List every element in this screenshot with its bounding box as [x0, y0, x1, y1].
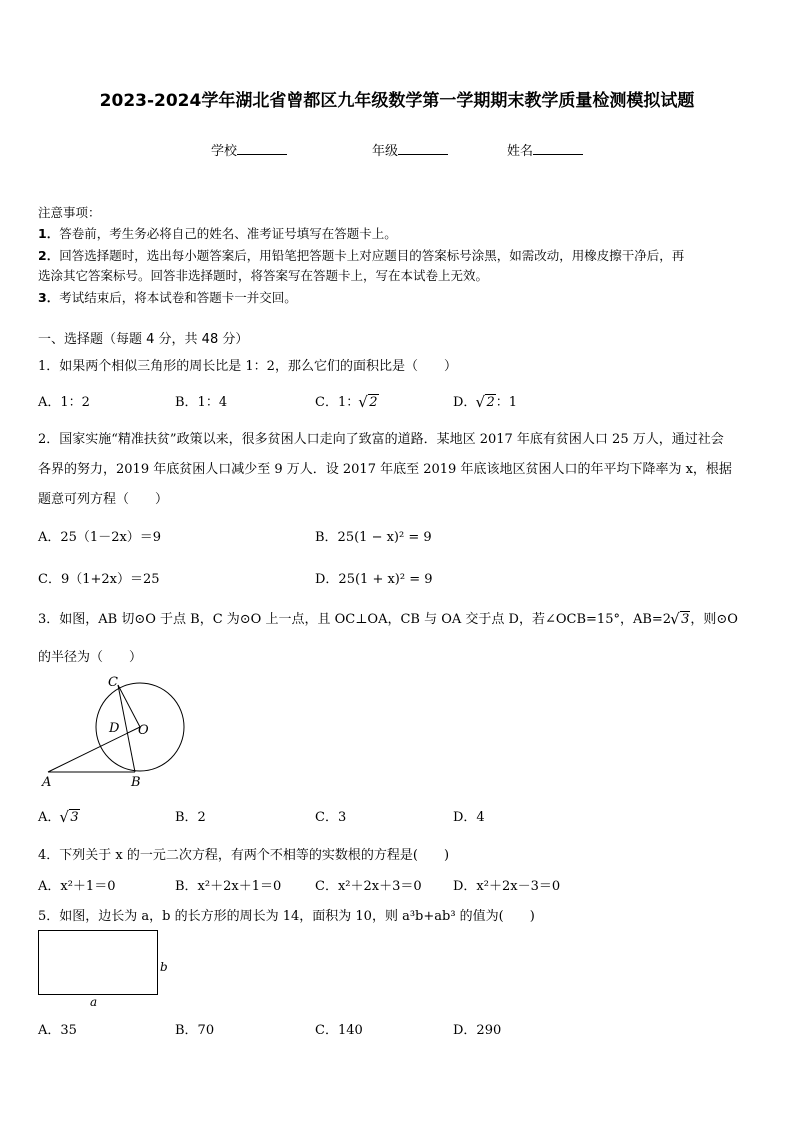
notice-item: 选涂其它答案标号。回答非选择题时，将答案写在答题卡上，写在本试卷上无效。: [38, 268, 489, 283]
q1-option-a[interactable]: A．1：2: [38, 395, 90, 410]
rectangle-figure: [34, 926, 174, 1011]
segment-ao: [48, 727, 140, 772]
school-blank: [237, 142, 287, 155]
question-4-stem: 4．下列关于 x 的一元二次方程，有两个不相等的实数根的方程是( ): [38, 848, 450, 863]
label-b: B: [131, 775, 141, 790]
name-field: [507, 140, 583, 159]
q1-option-c[interactable]: C．1：√ 2: [315, 391, 379, 410]
name-blank: [533, 142, 583, 155]
question-2-line: 各界的努力，2019 年底贫困人口减少至 9 万人．设 2017 年底至 2019 年底该地区贫困人口的年平均下降率为 x，根据: [38, 462, 732, 477]
grade-field: [372, 140, 448, 159]
label-side-b: b: [160, 960, 168, 974]
question-1-stem: 1．如果两个相似三角形的周长比是 1：2，那么它们的面积比是（ ）: [38, 359, 457, 374]
grade-blank: [398, 142, 448, 155]
school-field: [211, 140, 287, 159]
label-side-a: a: [90, 995, 98, 1009]
section-title: 一、选择题（每题 4 分，共 48 分）: [38, 332, 249, 347]
segment-cb: [118, 685, 135, 772]
q3-option-b[interactable]: B．2: [175, 810, 206, 825]
q3-option-a[interactable]: A．√ 3: [38, 806, 80, 825]
question-3-line: 3．如图，AB 切⊙O 于点 B，C 为⊙O 上一点，且 OC⊥OA，CB 与 OA 交于点 D，若∠OCB=15°，AB=2√ 3，则⊙O: [38, 608, 738, 627]
label-d: D: [109, 721, 120, 736]
question-3-line: 的半径为（ ）: [38, 650, 143, 665]
notice-item: 2．回答选择题时，选出每小题答案后，用铅笔把答题卡上对应题目的答案标号涂黑，如需改动，用橡皮擦干净后，再: [38, 248, 685, 263]
label-o: O: [138, 723, 149, 738]
question-2-line: 2．国家实施“精准扶贫”政策以来，很多贫困人口走向了致富的道路．某地区 2017 年底有贫困人口 25 万人，通过社会: [38, 432, 724, 447]
q3-option-c[interactable]: C．3: [315, 810, 347, 825]
circle-tangent-figure: [30, 668, 200, 790]
q5-option-a[interactable]: A．35: [38, 1023, 77, 1038]
q1-option-d[interactable]: D．√ 2：1: [453, 391, 517, 410]
question-5-stem: 5．如图，边长为 a，b 的长方形的周长为 14，面积为 10，则 a³b+ab³ 的值为( ): [38, 909, 535, 924]
q4-option-d[interactable]: D．x²＋2x－3＝0: [453, 879, 561, 894]
grade-label: 年级: [372, 144, 399, 159]
rectangle-ab: [39, 931, 158, 995]
q4-option-a[interactable]: A．x²＋1＝0: [38, 879, 116, 894]
notice-item: 1．答卷前，考生务必将自己的姓名、准考证号填写在答题卡上。: [38, 226, 397, 241]
exam-title: 2023-2024学年湖北省曾都区九年级数学第一学期期末教学质量检测模拟试题: [99, 91, 695, 111]
q1-option-b[interactable]: B．1：4: [175, 395, 228, 410]
name-label: 姓名: [507, 144, 534, 159]
q5-option-d[interactable]: D．290: [453, 1023, 502, 1038]
notice-title: 注意事项：: [38, 205, 101, 220]
q2-option-a[interactable]: A．25（1－2x）＝9: [38, 530, 162, 545]
q5-option-c[interactable]: C．140: [315, 1023, 363, 1038]
q2-option-c[interactable]: C．9（1+2x）＝25: [38, 572, 160, 587]
q2-option-b[interactable]: B．25(1 − x)² = 9: [315, 530, 432, 545]
segment-oc: [118, 685, 140, 727]
question-2-line: 题意可列方程（ ）: [38, 492, 169, 507]
q4-option-b[interactable]: B．x²＋2x＋1＝0: [175, 879, 282, 894]
label-a: A: [42, 775, 52, 790]
q3-option-d[interactable]: D．4: [453, 810, 485, 825]
q4-option-c[interactable]: C．x²＋2x＋3＝0: [315, 879, 422, 894]
q5-option-b[interactable]: B．70: [175, 1023, 215, 1038]
notice-item: 3．考试结束后，将本试卷和答题卡一并交回。: [38, 290, 297, 305]
q2-option-d[interactable]: D．25(1 + x)² = 9: [315, 572, 433, 587]
school-label: 学校: [211, 144, 238, 159]
label-c: C: [108, 675, 118, 690]
